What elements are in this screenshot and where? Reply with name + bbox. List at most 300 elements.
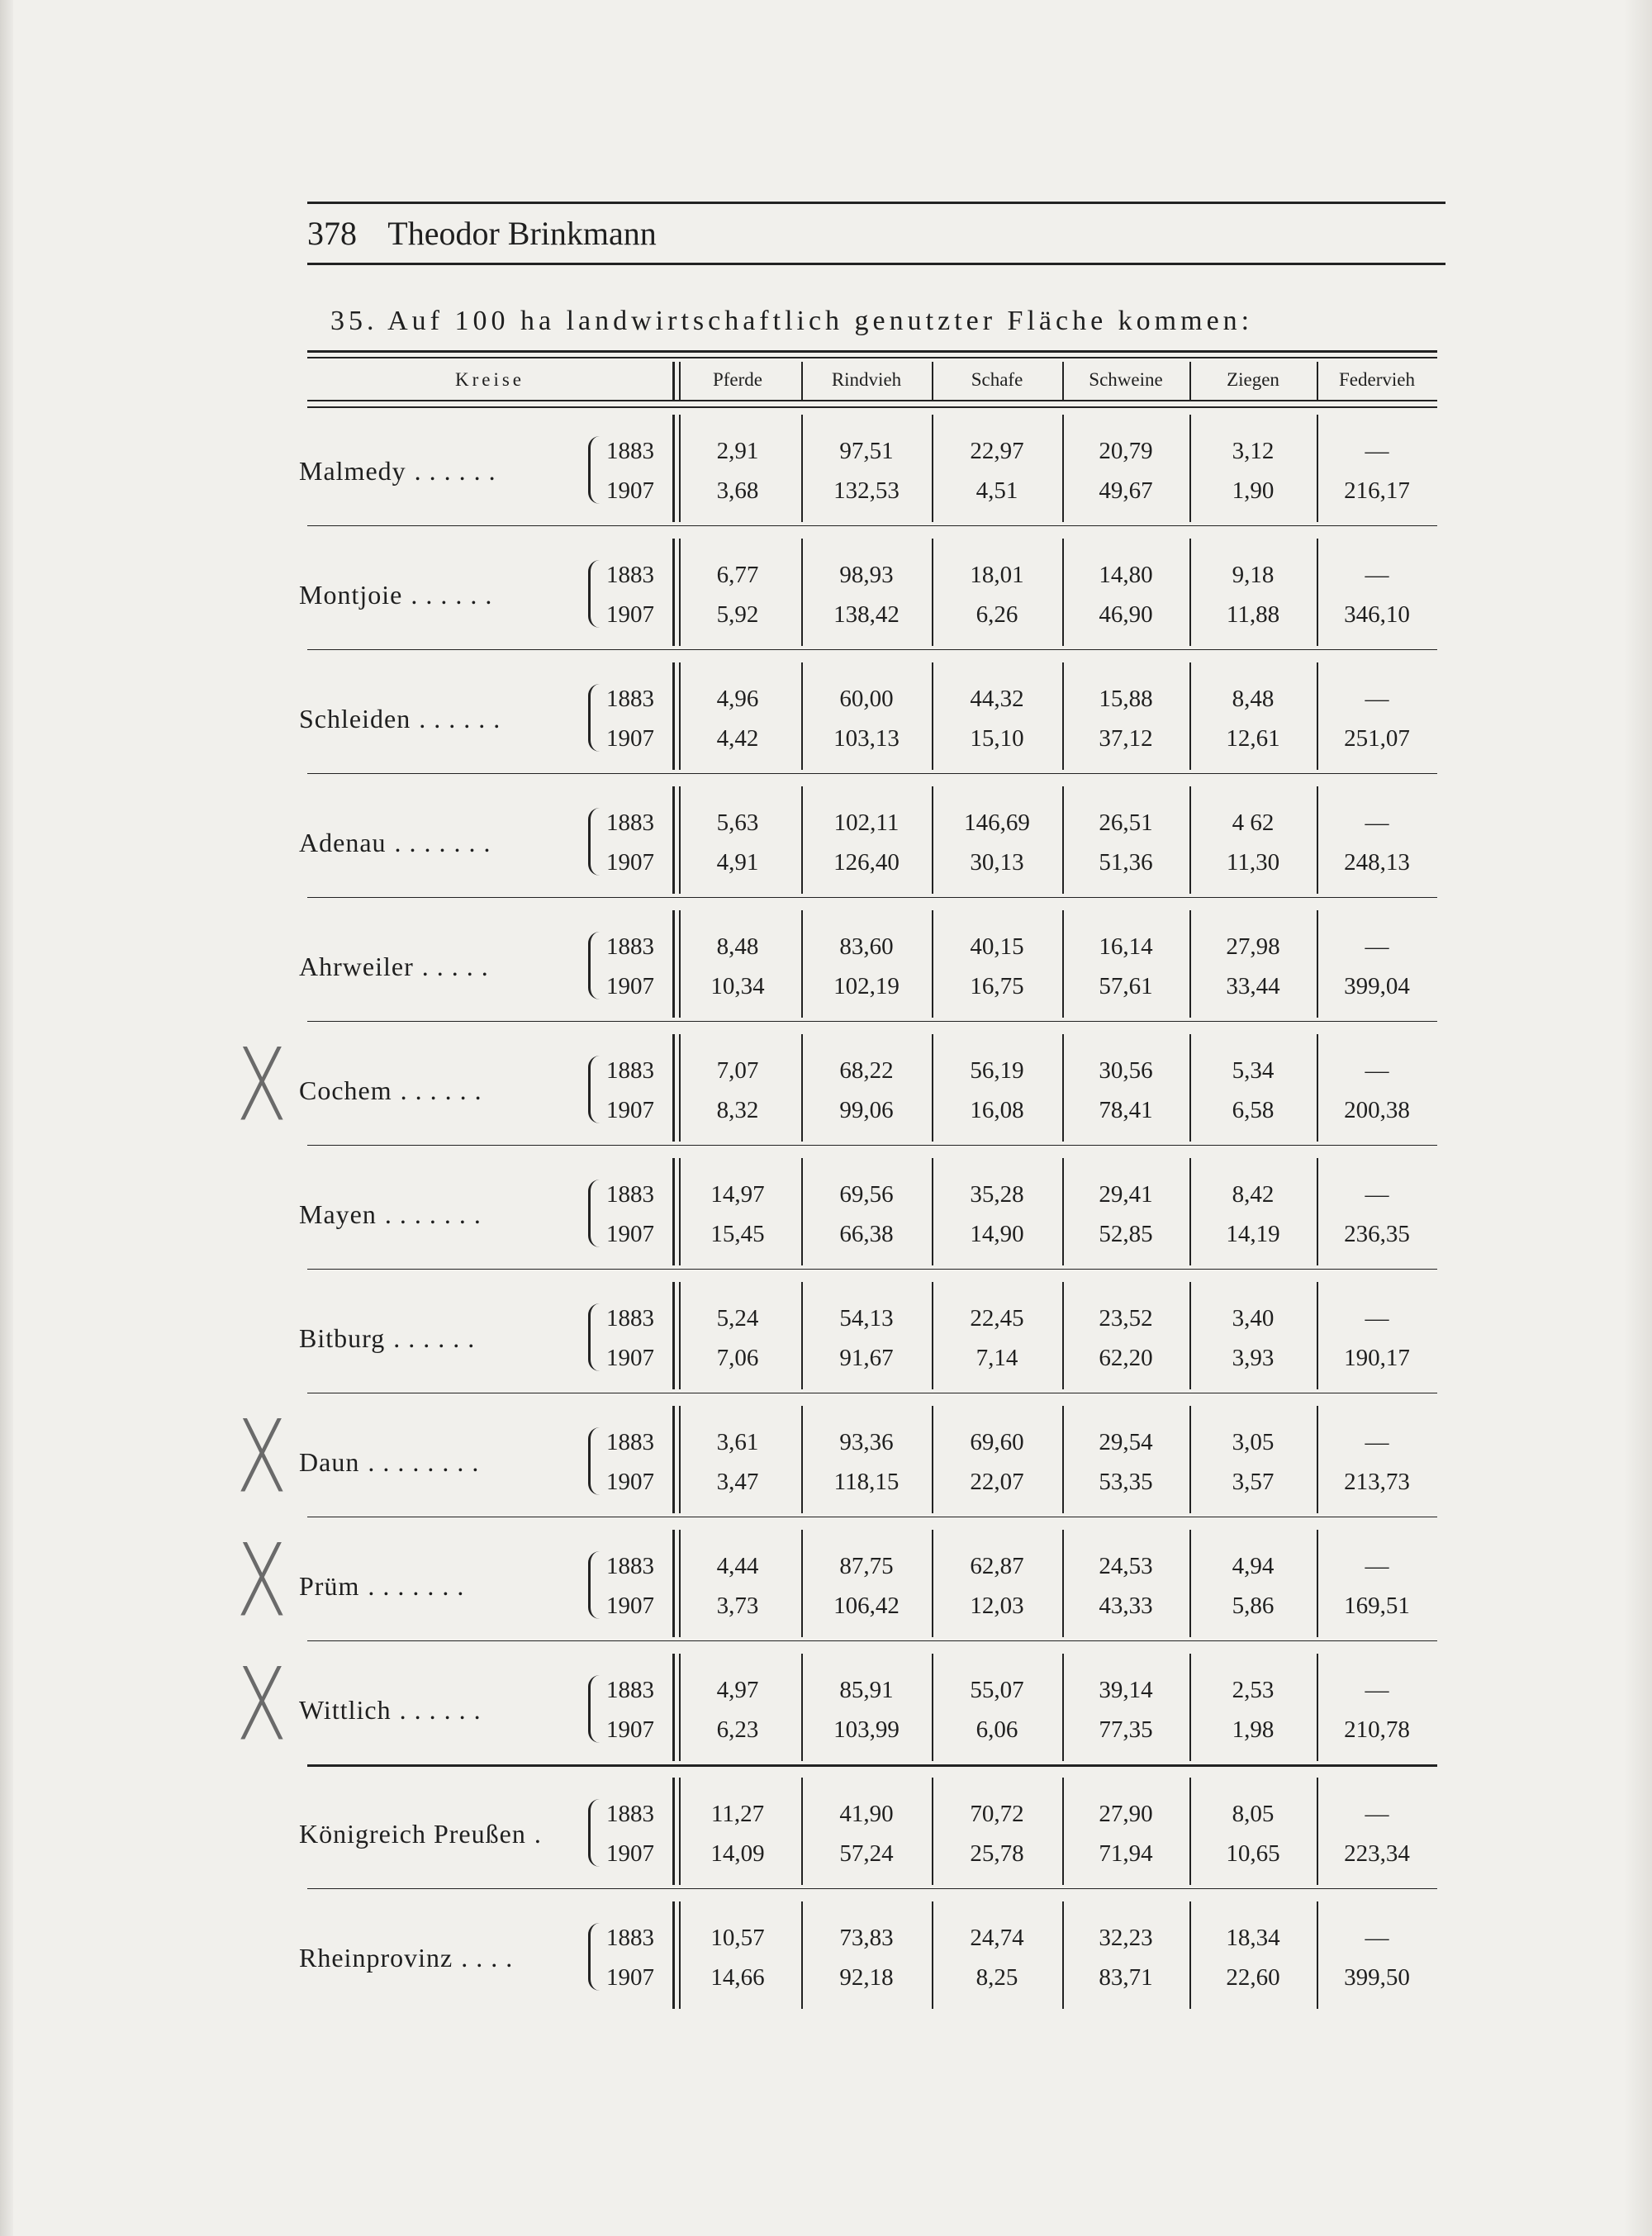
kreis-name: Mayen [299, 1199, 377, 1229]
cell-ziegen: 3,57 [1232, 1469, 1275, 1495]
cell-schafe: 70,72 [970, 1801, 1024, 1827]
running-head [307, 213, 1446, 254]
row-col-divider [801, 1530, 803, 1637]
cell-federvieh: 169,51 [1344, 1593, 1410, 1619]
cell-schafe: 18,01 [970, 562, 1024, 588]
cell-schweine: 57,61 [1099, 973, 1153, 999]
cell-pferde: 15,45 [710, 1221, 765, 1247]
header-rule-bottom-2 [307, 406, 1437, 408]
year-label: 1907 [606, 1345, 654, 1371]
cell-pferde: 7,06 [716, 1345, 759, 1371]
cell-schafe: 146,69 [964, 809, 1030, 836]
row-col-divider [1062, 1530, 1064, 1637]
cell-pferde: 3,68 [716, 477, 759, 504]
row-col-divider [801, 539, 803, 646]
row-separator [307, 1145, 1437, 1146]
row-col-divider-double [679, 910, 681, 1018]
page-edge-right [1624, 0, 1652, 2236]
cell-pferde: 2,91 [716, 438, 759, 464]
row-col-divider [672, 1901, 675, 2009]
cell-schafe: 35,28 [970, 1181, 1024, 1208]
cell-pferde: 10,57 [710, 1925, 765, 1951]
row-label-cochem [299, 1071, 490, 1110]
row-col-divider [672, 1530, 675, 1637]
margin-x-mark: X [236, 1027, 287, 1145]
cell-schweine: 83,71 [1099, 1964, 1153, 1991]
year-label: 1883 [606, 1677, 654, 1703]
cell-ziegen: 22,60 [1226, 1964, 1280, 1991]
page-number: 378 [307, 215, 357, 252]
row-label-montjoie [299, 575, 500, 615]
cell-schweine: 20,79 [1099, 438, 1153, 464]
cell-rindvieh: 68,22 [839, 1057, 894, 1084]
cell-pferde: 4,97 [716, 1677, 759, 1703]
cell-schafe: 16,08 [970, 1097, 1024, 1123]
row-col-divider [1189, 910, 1191, 1018]
row-label-wittlich [299, 1690, 489, 1730]
cell-schweine: 26,51 [1099, 809, 1153, 836]
cell-rindvieh: 106,42 [833, 1593, 900, 1619]
row-col-divider [932, 662, 933, 770]
row-col-divider [1189, 1654, 1191, 1761]
row-col-divider-double [679, 415, 681, 522]
leader-dots: .... [461, 1943, 521, 1973]
brace [588, 1551, 606, 1619]
cell-rindvieh: 102,19 [833, 973, 900, 999]
cell-rindvieh: 91,67 [839, 1345, 894, 1371]
kreis-name: Prüm [299, 1571, 360, 1601]
cell-rindvieh: 73,83 [839, 1925, 894, 1951]
cell-schafe: 8,25 [976, 1964, 1018, 1991]
row-col-divider [801, 415, 803, 522]
cell-schafe: 22,45 [970, 1305, 1024, 1332]
row-label-schleiden [299, 699, 508, 738]
cell-schweine: 78,41 [1099, 1097, 1153, 1123]
cell-pferde: 6,77 [716, 562, 759, 588]
year-label: 1907 [606, 1221, 654, 1247]
row-col-divider [1317, 1034, 1318, 1142]
cell-federvieh: — [1365, 1677, 1389, 1703]
cell-schweine: 39,14 [1099, 1677, 1153, 1703]
column-header-pferde: Pferde [712, 369, 763, 390]
row-col-divider-double [679, 1778, 681, 1885]
row-col-divider-double [679, 1406, 681, 1513]
cell-schweine: 43,33 [1099, 1593, 1153, 1619]
cell-rindvieh: 92,18 [839, 1964, 894, 1991]
year-label: 1907 [606, 849, 654, 876]
cell-pferde: 4,96 [716, 686, 759, 712]
cell-schweine: 29,41 [1099, 1181, 1153, 1208]
cell-rindvieh: 126,40 [833, 849, 900, 876]
kreis-name: Adenau [299, 828, 387, 857]
cell-federvieh: 251,07 [1344, 725, 1410, 752]
row-col-divider [1189, 1530, 1191, 1637]
cell-federvieh: 399,04 [1344, 973, 1410, 999]
year-label: 1883 [606, 1925, 654, 1951]
cell-schafe: 69,60 [970, 1429, 1024, 1455]
row-col-divider [932, 1778, 933, 1885]
table-rule-top-1 [307, 350, 1437, 353]
row-col-divider [932, 1282, 933, 1389]
leader-dots: ..... [421, 952, 496, 981]
cell-schweine: 14,80 [1099, 562, 1153, 588]
cell-pferde: 6,23 [716, 1716, 759, 1743]
cell-ziegen: 18,34 [1226, 1925, 1280, 1951]
cell-pferde: 3,61 [716, 1429, 759, 1455]
row-col-divider [1189, 1901, 1191, 2009]
header-rule-bottom-1 [307, 400, 1437, 401]
cell-ziegen: 8,05 [1232, 1801, 1275, 1827]
brace [588, 1799, 606, 1867]
brace [588, 560, 606, 628]
year-label: 1907 [606, 1840, 654, 1867]
kreis-name: Malmedy [299, 456, 406, 486]
cell-federvieh: 216,17 [1344, 477, 1410, 504]
leader-dots: . [534, 1819, 549, 1849]
cell-ziegen: 3,12 [1232, 438, 1275, 464]
cell-federvieh: 200,38 [1344, 1097, 1410, 1123]
cell-federvieh: — [1365, 809, 1389, 836]
row-col-divider [672, 662, 675, 770]
cell-federvieh: — [1365, 1305, 1389, 1332]
cell-rindvieh: 103,99 [833, 1716, 900, 1743]
row-col-divider [932, 786, 933, 894]
cell-rindvieh: 66,38 [839, 1221, 894, 1247]
row-col-divider [1317, 910, 1318, 1018]
kreis-name: Ahrweiler [299, 952, 414, 981]
year-label: 1907 [606, 601, 654, 628]
row-col-divider [801, 1158, 803, 1265]
cell-rindvieh: 87,75 [839, 1553, 894, 1579]
row-label-daun [299, 1442, 487, 1482]
row-label-malmedy [299, 451, 504, 491]
header-col-divider [1317, 362, 1318, 400]
row-col-divider [672, 1406, 675, 1513]
row-col-divider [1062, 1778, 1064, 1885]
header-col-divider [672, 362, 675, 400]
column-header-schweine: Schweine [1089, 369, 1163, 390]
row-col-divider [1062, 1654, 1064, 1761]
row-col-divider [1062, 415, 1064, 522]
row-col-divider [1062, 539, 1064, 646]
brace [588, 1923, 606, 1991]
row-col-divider [801, 1406, 803, 1513]
header-col-divider [1189, 362, 1191, 400]
row-separator [307, 649, 1437, 650]
cell-schafe: 14,90 [970, 1221, 1024, 1247]
margin-x-mark: X [236, 1522, 287, 1640]
brace [588, 436, 606, 504]
kreis-name: Schleiden [299, 704, 411, 733]
cell-schweine: 37,12 [1099, 725, 1153, 752]
row-col-divider [1189, 415, 1191, 522]
row-col-divider [801, 1282, 803, 1389]
row-col-divider [1317, 786, 1318, 894]
cell-schafe: 22,97 [970, 438, 1024, 464]
year-label: 1883 [606, 1057, 654, 1084]
cell-pferde: 8,32 [716, 1097, 759, 1123]
row-separator [307, 897, 1437, 898]
cell-federvieh: 210,78 [1344, 1716, 1410, 1743]
head-rule-top [307, 202, 1446, 204]
cell-rindvieh: 57,24 [839, 1840, 894, 1867]
cell-federvieh: 236,35 [1344, 1221, 1410, 1247]
column-header-schafe: Schafe [971, 369, 1023, 390]
cell-ziegen: 4 62 [1232, 809, 1275, 836]
cell-federvieh: — [1365, 1553, 1389, 1579]
cell-federvieh: — [1365, 933, 1389, 960]
year-label: 1883 [606, 1305, 654, 1332]
table-rule-top-2 [307, 357, 1437, 358]
column-header-rindvieh: Rindvieh [831, 369, 902, 390]
header-col-divider [1062, 362, 1064, 400]
leader-dots: ........ [368, 1447, 487, 1477]
cell-pferde: 5,24 [716, 1305, 759, 1332]
year-label: 1907 [606, 1469, 654, 1495]
year-label: 1907 [606, 477, 654, 504]
cell-schweine: 62,20 [1099, 1345, 1153, 1371]
row-col-divider [1062, 1901, 1064, 2009]
row-col-divider [932, 1034, 933, 1142]
author-name: Theodor Brinkmann [387, 215, 657, 252]
row-col-divider [672, 415, 675, 522]
row-col-divider [1189, 539, 1191, 646]
cell-rindvieh: 98,93 [839, 562, 894, 588]
cell-ziegen: 9,18 [1232, 562, 1275, 588]
row-col-divider [672, 1778, 675, 1885]
cell-schafe: 6,26 [976, 601, 1018, 628]
cell-pferde: 14,09 [710, 1840, 765, 1867]
year-label: 1883 [606, 562, 654, 588]
row-label-koenigreich-preussen [299, 1814, 549, 1854]
year-label: 1883 [606, 1181, 654, 1208]
row-col-divider [672, 786, 675, 894]
cell-federvieh: 399,50 [1344, 1964, 1410, 1991]
head-rule-bottom [307, 263, 1446, 265]
row-col-divider [672, 539, 675, 646]
cell-schafe: 30,13 [970, 849, 1024, 876]
year-label: 1883 [606, 686, 654, 712]
header-col-divider-double [679, 362, 681, 400]
cell-schafe: 15,10 [970, 725, 1024, 752]
year-label: 1907 [606, 973, 654, 999]
row-col-divider [1189, 662, 1191, 770]
year-label: 1883 [606, 1553, 654, 1579]
cell-rindvieh: 102,11 [833, 809, 900, 836]
leader-dots: ...... [411, 580, 501, 610]
row-col-divider [1189, 786, 1191, 894]
year-label: 1907 [606, 1716, 654, 1743]
row-col-divider [672, 1158, 675, 1265]
cell-pferde: 8,48 [716, 933, 759, 960]
cell-rindvieh: 97,51 [839, 438, 894, 464]
cell-rindvieh: 83,60 [839, 933, 894, 960]
cell-pferde: 4,44 [716, 1553, 759, 1579]
cell-federvieh: — [1365, 438, 1389, 464]
cell-rindvieh: 118,15 [833, 1469, 900, 1495]
kreis-name: Cochem [299, 1075, 392, 1105]
row-col-divider [672, 910, 675, 1018]
leader-dots: ...... [399, 1695, 489, 1725]
row-col-divider [1062, 1406, 1064, 1513]
row-col-divider [1062, 786, 1064, 894]
cell-pferde: 7,07 [716, 1057, 759, 1084]
cell-ziegen: 12,61 [1226, 725, 1280, 752]
cell-pferde: 4,42 [716, 725, 759, 752]
row-col-divider [932, 910, 933, 1018]
row-separator [307, 1640, 1437, 1641]
cell-schafe: 7,14 [976, 1345, 1018, 1371]
cell-schweine: 51,36 [1099, 849, 1153, 876]
cell-ziegen: 1,90 [1232, 477, 1275, 504]
cell-schweine: 27,90 [1099, 1801, 1153, 1827]
row-col-divider [1062, 1034, 1064, 1142]
row-col-divider [801, 1901, 803, 2009]
leader-dots: ...... [400, 1075, 490, 1105]
row-separator [307, 525, 1437, 526]
cell-schweine: 46,90 [1099, 601, 1153, 628]
year-label: 1907 [606, 1593, 654, 1619]
cell-schweine: 29,54 [1099, 1429, 1153, 1455]
brace [588, 684, 606, 752]
brace [588, 1675, 606, 1743]
cell-ziegen: 1,98 [1232, 1716, 1275, 1743]
margin-x-mark: X [236, 1398, 287, 1517]
row-col-divider [672, 1282, 675, 1389]
cell-federvieh: — [1365, 1057, 1389, 1084]
cell-schafe: 4,51 [976, 477, 1018, 504]
header-col-divider [801, 362, 803, 400]
cell-rindvieh: 132,53 [833, 477, 900, 504]
margin-x-mark: X [236, 1646, 287, 1764]
cell-schweine: 53,35 [1099, 1469, 1153, 1495]
cell-federvieh: — [1365, 1925, 1389, 1951]
cell-federvieh: — [1365, 1181, 1389, 1208]
cell-schafe: 12,03 [970, 1593, 1024, 1619]
row-col-divider-double [679, 1282, 681, 1389]
row-col-divider [801, 1654, 803, 1761]
cell-schweine: 15,88 [1099, 686, 1153, 712]
cell-federvieh: — [1365, 1801, 1389, 1827]
row-col-divider [1317, 1406, 1318, 1513]
cell-federvieh: 213,73 [1344, 1469, 1410, 1495]
cell-schafe: 25,78 [970, 1840, 1024, 1867]
row-col-divider [1317, 539, 1318, 646]
cell-schweine: 49,67 [1099, 477, 1153, 504]
cell-schafe: 6,06 [976, 1716, 1018, 1743]
row-col-divider [801, 662, 803, 770]
column-header-federvieh: Federvieh [1339, 369, 1415, 390]
cell-schafe: 22,07 [970, 1469, 1024, 1495]
row-col-divider [932, 1406, 933, 1513]
cell-ziegen: 10,65 [1226, 1840, 1280, 1867]
cell-rindvieh: 99,06 [839, 1097, 894, 1123]
cell-federvieh: 346,10 [1344, 601, 1410, 628]
brace [588, 808, 606, 876]
row-col-divider-double [679, 1530, 681, 1637]
row-col-divider [1189, 1406, 1191, 1513]
row-col-divider [1317, 1158, 1318, 1265]
year-label: 1883 [606, 809, 654, 836]
cell-ziegen: 3,40 [1232, 1305, 1275, 1332]
cell-rindvieh: 41,90 [839, 1801, 894, 1827]
brace [588, 1056, 606, 1123]
row-col-divider [1062, 910, 1064, 1018]
cell-schweine: 30,56 [1099, 1057, 1153, 1084]
row-col-divider [932, 539, 933, 646]
row-col-divider [932, 1654, 933, 1761]
cell-schweine: 52,85 [1099, 1221, 1153, 1247]
year-label: 1907 [606, 1097, 654, 1123]
cell-pferde: 10,34 [710, 973, 765, 999]
kreis-name: Bitburg [299, 1323, 386, 1353]
cell-ziegen: 3,93 [1232, 1345, 1275, 1371]
row-col-divider [1189, 1158, 1191, 1265]
leader-dots: ....... [384, 1199, 489, 1229]
cell-federvieh: — [1365, 562, 1389, 588]
cell-schweine: 32,23 [1099, 1925, 1153, 1951]
kreis-name: Königreich Preußen [299, 1819, 526, 1849]
table-caption: 35. Auf 100 ha landwirtschaftlich genutzter Fläche kommen: [330, 306, 1254, 336]
row-col-divider [1317, 1282, 1318, 1389]
row-separator [307, 1021, 1437, 1022]
cell-federvieh: 248,13 [1344, 849, 1410, 876]
row-col-divider [1189, 1778, 1191, 1885]
row-label-ahrweiler [299, 947, 496, 986]
cell-schafe: 56,19 [970, 1057, 1024, 1084]
row-separator [307, 1888, 1437, 1889]
row-col-divider [932, 415, 933, 522]
cell-ziegen: 33,44 [1226, 973, 1280, 999]
cell-ziegen: 6,58 [1232, 1097, 1275, 1123]
row-col-divider-double [679, 662, 681, 770]
leader-dots: ....... [368, 1571, 472, 1601]
row-col-divider [1189, 1034, 1191, 1142]
row-col-divider [801, 786, 803, 894]
row-col-divider [801, 1034, 803, 1142]
cell-schafe: 16,75 [970, 973, 1024, 999]
row-label-rheinprovinz [299, 1938, 520, 1977]
cell-ziegen: 2,53 [1232, 1677, 1275, 1703]
row-col-divider [1317, 1901, 1318, 2009]
cell-federvieh: 223,34 [1344, 1840, 1410, 1867]
row-separator [307, 1269, 1437, 1270]
cell-rindvieh: 138,42 [833, 601, 900, 628]
cell-schweine: 77,35 [1099, 1716, 1153, 1743]
year-label: 1883 [606, 438, 654, 464]
row-col-divider [801, 910, 803, 1018]
row-label-pruem [299, 1566, 472, 1606]
column-header-kreise: Kreise [454, 369, 525, 390]
cell-ziegen: 11,88 [1226, 601, 1280, 628]
cell-federvieh: — [1365, 686, 1389, 712]
year-label: 1907 [606, 1964, 654, 1991]
row-col-divider-double [679, 786, 681, 894]
row-col-divider [1317, 1654, 1318, 1761]
row-col-divider [932, 1158, 933, 1265]
row-col-divider [672, 1034, 675, 1142]
cell-ziegen: 8,48 [1232, 686, 1275, 712]
page-edge-left [0, 0, 13, 2236]
cell-pferde: 3,73 [716, 1593, 759, 1619]
cell-ziegen: 5,34 [1232, 1057, 1275, 1084]
cell-ziegen: 3,05 [1232, 1429, 1275, 1455]
cell-schafe: 62,87 [970, 1553, 1024, 1579]
row-label-mayen [299, 1194, 489, 1234]
cell-rindvieh: 103,13 [833, 725, 900, 752]
cell-schafe: 55,07 [970, 1677, 1024, 1703]
cell-pferde: 14,66 [710, 1964, 765, 1991]
